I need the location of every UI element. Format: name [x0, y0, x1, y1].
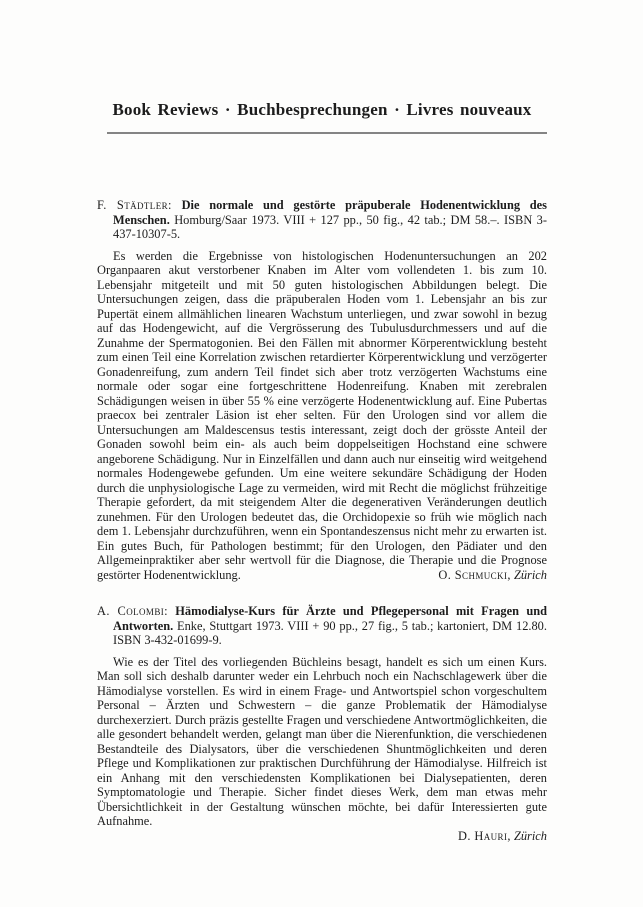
review-body — [97, 249, 547, 583]
review-body-text: Wie es der Titel des vorliegenden Büchleins besagt, handelt es sich um einen Kurs. Man soll sich deshalb darunter weder ein Lehrbuch noch ein Nachschlagewerk über die Hämodialyse vorstellen. Es wird in einem Frage- und Antwortspiel schon vorgeschultem Personal – Ärzten und Schwestern – die ganze Problematik der Hämodialyse durchexerziert. Durch präzis gestellte Fragen und verschiedene Antwortmöglichkeiten, die alle gesondert behandelt werden, gelangt man über die Nierenfunktion, die verschiedenen Bestandteile des Dialysators, über die verschiedenen Shuntmöglichkeiten und deren Pflege und Komplikationen zur praktischen Durchführung der Hämodialyse. Hilfreich ist ein Anhang mit den verschiedensten Komplikationen bei Dialysepatienten, deren Symptomatologie und Therapie. Sicher findet dieses Werk, dem man etwas mehr Übersichtlichkeit in der Gestaltung wünschen möchte, bei dafür Interessierten gute Aufnahme. — [97, 654, 547, 828]
review-body — [97, 655, 547, 829]
reviewer-signature — [97, 829, 547, 844]
reviewer-place: Zürich — [513, 828, 547, 843]
reviewer-name: D. Hauri, — [458, 828, 511, 843]
review-section-colombi — [97, 604, 547, 843]
reviewer-name: O. Schmucki, — [438, 567, 511, 582]
review-book-title: Hämodialyse-Kurs für Ärzte und Pflegepersonal mit Fragen und Antworten. — [113, 604, 547, 633]
review-imprint: Homburg/Saar 1973. VIII + 127 pp., 50 fig., 42 tab.; DM 58.–. ISBN 3-437-10307-5. — [113, 212, 547, 241]
header-divider-rule — [107, 132, 547, 134]
page-content — [97, 0, 547, 843]
page-title: Book Reviews · Buchbesprechungen · Livres nouveaux — [112, 100, 532, 119]
review-book-title: Die normale und gestörte präpuberale Hodenentwicklung des Menschen. — [113, 198, 547, 227]
review-reference — [97, 198, 547, 242]
review-imprint: Enke, Stuttgart 1973. VIII + 90 pp., 27 fig., 5 tab.; kartoniert, DM 12.80. ISBN 3-432-01699-9. — [113, 618, 547, 647]
review-author: F. Städtler: — [97, 198, 172, 212]
review-reference — [97, 604, 547, 648]
review-author: A. Colombi: — [97, 604, 168, 618]
reviewer-signature — [424, 568, 547, 583]
review-body-text: Es werden die Ergebnisse von histologischen Hodenuntersuchungen an 202 Organpaaren akut verstorbener Knaben im Alter vom vollendeten 1. bis zum 10. Lebensjahr mitgeteilt und mit 50 guten histologischen Abbildungen belegt. Die Untersuchungen zeigen, dass die präpuberalen Hoden vom 1. Lebensjahr an bis zur Pupertät einem allmählichen linearen Wachstum unterliegen, und zwar sowohl in bezug auf das Hodengewicht, auf die Vergrösserung des Tubulusdurchmessers und auf die Zunahme der Spermatogonien. Bei den Fällen mit abnormer Körperentwicklung besteht zum einen Teil eine Korrelation zwischen retardierter Körperentwicklung und verzögerter Gonadenreifung, zum andern Teil findet sich aber trotz verzögerten Wachstums eine normale oder sogar eine fortgeschrittene Hodenreifung. Knaben mit zerebralen Schädigungen weisen in über 55 % eine verzögerte Hodenentwicklung auf. Eine Pubertas praecox bei zentraler Läsion ist eher selten. Für den Urologen sind vor allem die Untersuchungen am Maldescensus testis interessant, zeigt doch der grösste Anteil der Gonaden sowohl beim ein- als auch beim doppelseitigen Hochstand eine schwere angeborene Schädigung. Nur in Einzelfällen und dann auch nur einseitig wird weitgehend normales Hodengewebe gefunden. Um eine weitere sekundäre Schädigung der Hoden durch die unphysiologische Lage zu vermeiden, wird mit Recht die möglichst frühzeitige Therapie gefordert, da mit steigendem Alter die degenerativen Veränderungen deutlich zunehmen. Für den Urologen bedeutet das, die Orchidopexie so früh wie möglich nach dem 1. Lebensjahr durchzuführen, wenn ein Spontandeszensus nicht mehr zu erwarten ist. Ein gutes Buch, für Pathologen bestimmt; für den Urologen, den Pädiater und den Allgemeinpraktiker aber sehr wertvoll für die Diagnose, die Therapie und die Prognose gestörter Hodenentwicklung. — [97, 248, 547, 582]
reviewer-place: Zürich — [513, 567, 547, 582]
review-section-staedtler — [97, 198, 547, 582]
